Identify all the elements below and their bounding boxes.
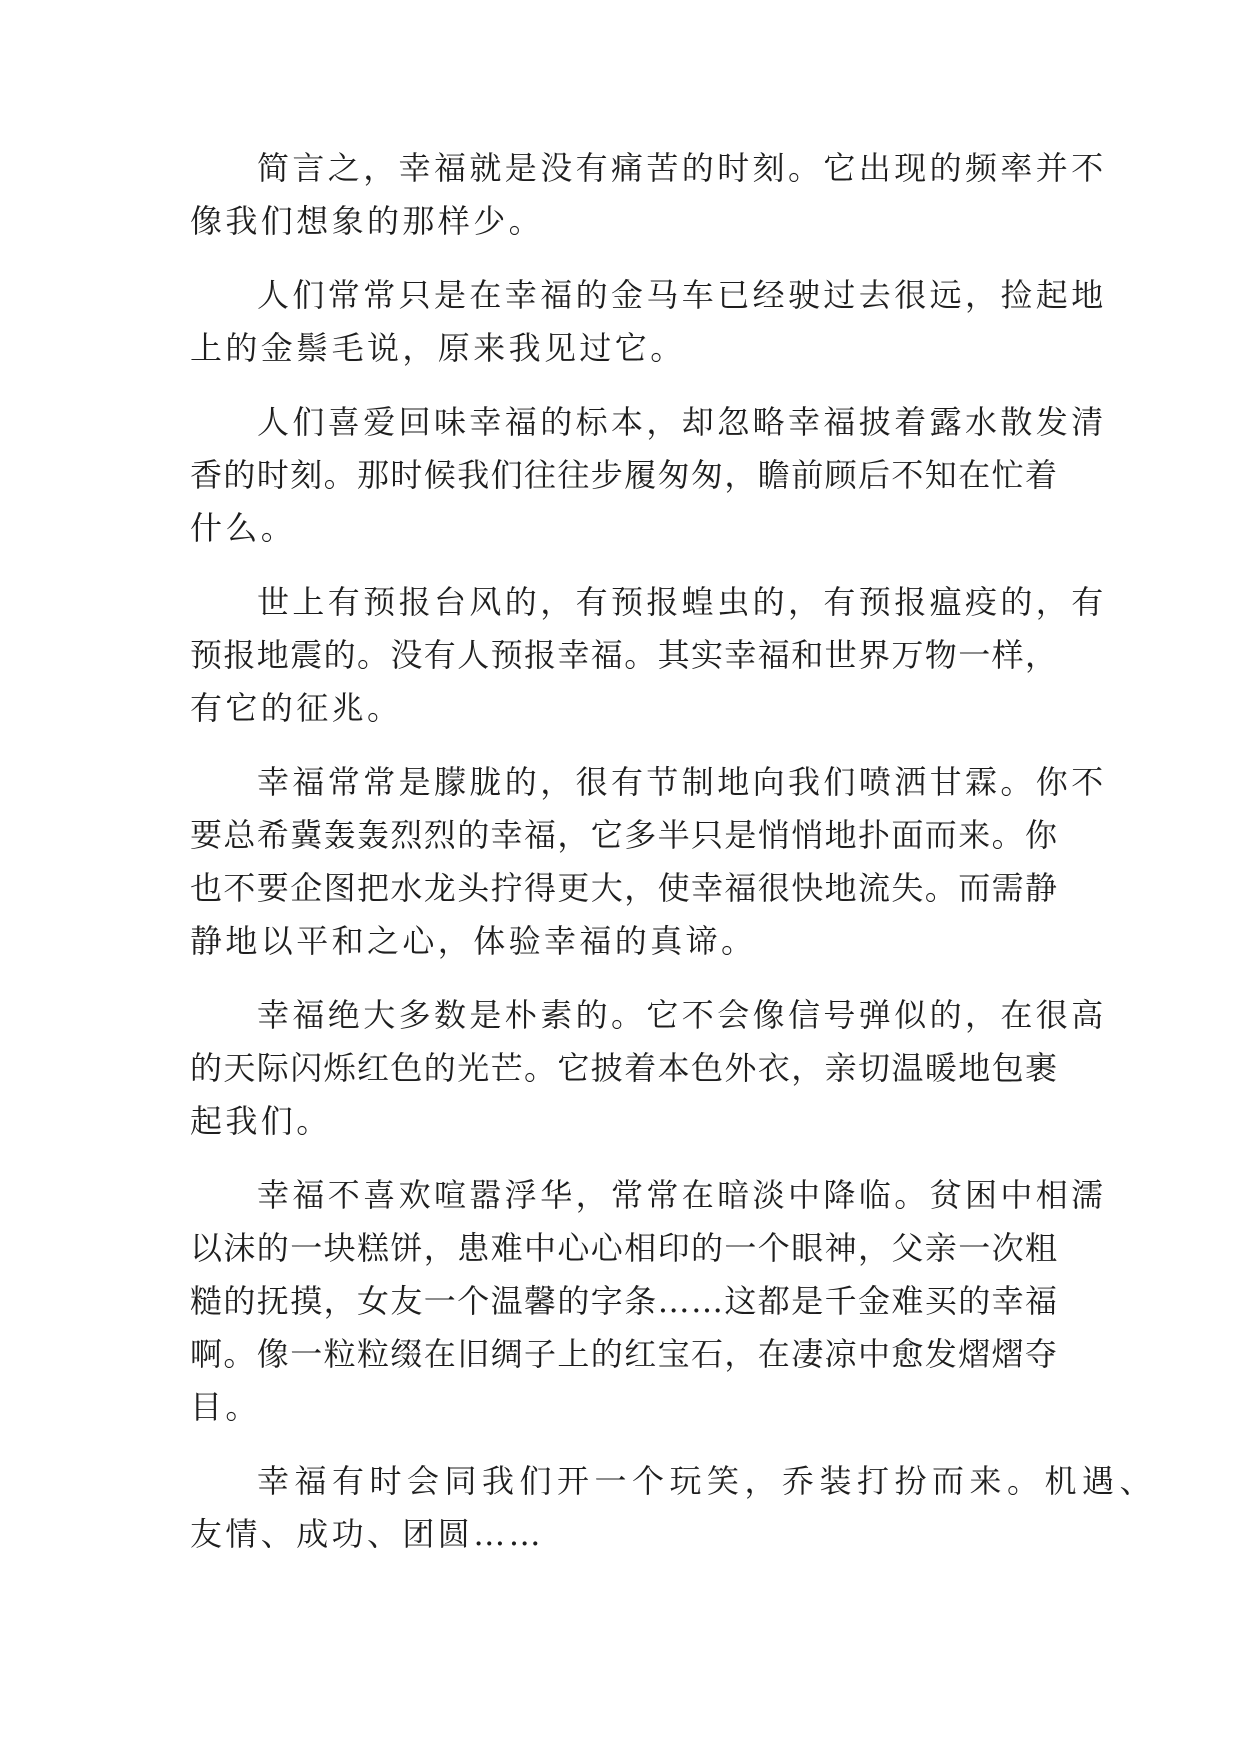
paragraph-4-line-2: 预报地震的。没有人预报幸福。其实幸福和世界万物一样， xyxy=(190,636,1059,674)
paragraph-8-line-1: 幸福有时会同我们开一个玩笑，乔装打扮而来。机遇、 xyxy=(257,1462,1158,1500)
paragraph-6-line-1: 幸福绝大多数是朴素的。它不会像信号弹似的，在很高 xyxy=(257,996,1107,1034)
paragraph-5-line-4: 静地以平和之心，体验幸福的真谛。 xyxy=(190,922,757,960)
paragraph-5-line-2: 要总希冀轰轰烈烈的幸福，它多半只是悄悄地扑面而来。你 xyxy=(190,816,1059,854)
paragraph-7-line-1: 幸福不喜欢喧嚣浮华，常常在暗淡中降临。贫困中相濡 xyxy=(257,1176,1107,1214)
paragraph-6-line-3: 起我们。 xyxy=(190,1102,332,1140)
paragraph-2-line-1: 人们常常只是在幸福的金马车已经驶过去很远，捡起地 xyxy=(257,276,1107,314)
paragraph-7-line-5: 目。 xyxy=(190,1388,261,1426)
paragraph-5-line-3: 也不要企图把水龙头拧得更大，使幸福很快地流失。而需静 xyxy=(190,869,1059,907)
paragraph-5-line-1: 幸福常常是朦胧的，很有节制地向我们喷洒甘霖。你不 xyxy=(257,763,1107,801)
paragraph-1-line-2: 像我们想象的那样少。 xyxy=(190,202,545,240)
paragraph-7-line-4: 啊。像一粒粒缀在旧绸子上的红宝石，在凄凉中愈发熠熠夺 xyxy=(190,1335,1059,1373)
paragraph-1-line-1: 简言之，幸福就是没有痛苦的时刻。它出现的频率并不 xyxy=(257,149,1107,187)
paragraph-3-line-3: 什么。 xyxy=(190,509,297,547)
paragraph-3-line-1: 人们喜爱回味幸福的标本，却忽略幸福披着露水散发清 xyxy=(257,403,1107,441)
paragraph-3-line-2: 香的时刻。那时候我们往往步履匆匆，瞻前顾后不知在忙着 xyxy=(190,456,1059,494)
paragraph-4-line-1: 世上有预报台风的，有预报蝗虫的，有预报瘟疫的，有 xyxy=(257,583,1107,621)
paragraph-7-line-3: 糙的抚摸，女友一个温馨的字条……这都是千金难买的幸福 xyxy=(190,1282,1059,1320)
paragraph-7-line-2: 以沫的一块糕饼，患难中心心相印的一个眼神，父亲一次粗 xyxy=(190,1229,1059,1267)
paragraph-2-line-2: 上的金鬃毛说，原来我见过它。 xyxy=(190,329,686,367)
paragraph-4-line-3: 有它的征兆。 xyxy=(190,689,403,727)
paragraph-6-line-2: 的天际闪烁红色的光芒。它披着本色外衣，亲切温暖地包裹 xyxy=(190,1049,1059,1087)
paragraph-8-line-2: 友情、成功、团圆…… xyxy=(190,1515,545,1553)
